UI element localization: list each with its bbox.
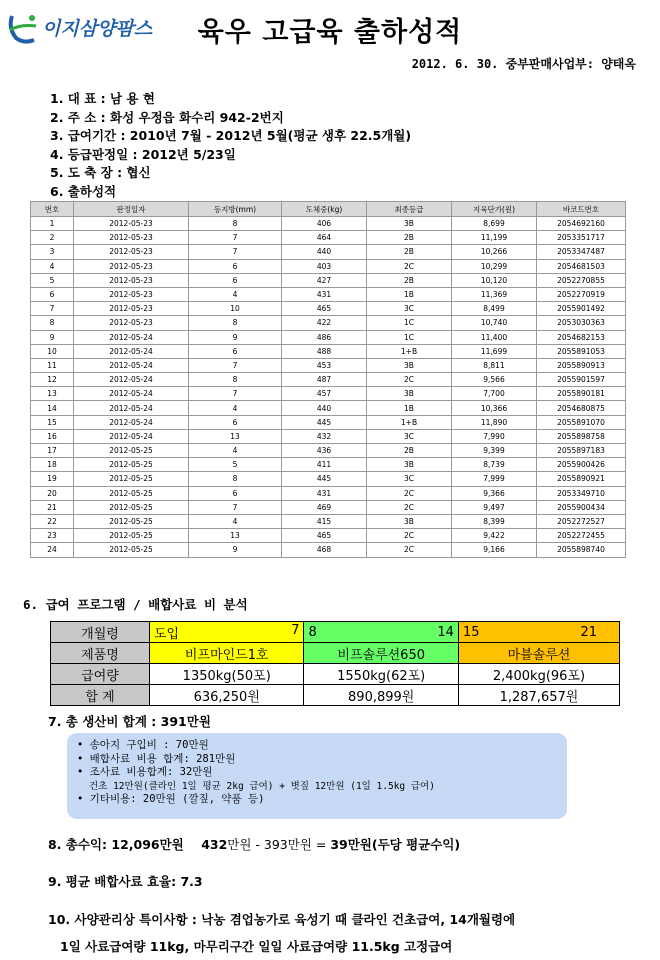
- total-cell: 1,287,657원: [458, 685, 619, 706]
- table-cell: 10,366: [452, 401, 537, 415]
- table-cell: 3B: [367, 358, 452, 372]
- table-cell: 2B: [367, 444, 452, 458]
- table-cell: 2012-05-24: [74, 415, 189, 429]
- table-row: [31, 401, 626, 415]
- table-cell: 11,400: [452, 330, 537, 344]
- page-title: 육우 고급육 출하성적: [197, 17, 463, 48]
- table-cell: 487: [282, 373, 367, 387]
- table-cell: 440: [282, 245, 367, 259]
- month-start: 15: [462, 624, 480, 640]
- table-cell: 13: [31, 387, 74, 401]
- table-cell: 469: [282, 500, 367, 514]
- farm-info: [50, 90, 411, 201]
- table-row: [31, 529, 626, 543]
- table-cell: 2054692160: [537, 217, 626, 231]
- table-cell: 2055898740: [537, 543, 626, 557]
- table-cell: 2052272527: [537, 514, 626, 528]
- table-cell: 2012-05-23: [74, 316, 189, 330]
- table-cell: 2054682153: [537, 330, 626, 344]
- table-row: [31, 287, 626, 301]
- table-cell: 8,499: [452, 302, 537, 316]
- table-cell: 3B: [367, 458, 452, 472]
- table-cell: 8,699: [452, 217, 537, 231]
- table-cell: 2012-05-25: [74, 514, 189, 528]
- table-cell: 465: [282, 529, 367, 543]
- cost-item: • 배합사료 비용 합계: 281만원: [77, 753, 567, 767]
- amount-cell: 1550kg(62포): [304, 664, 458, 685]
- section-8-revenue: [48, 835, 460, 853]
- table-cell: 2055901492: [537, 302, 626, 316]
- table-cell: 11,199: [452, 231, 537, 245]
- table-cell: 2053030363: [537, 316, 626, 330]
- table-cell: 2B: [367, 245, 452, 259]
- table-cell: 5: [189, 458, 282, 472]
- table-cell: 3C: [367, 302, 452, 316]
- table-cell: 8,399: [452, 514, 537, 528]
- table-cell: 427: [282, 273, 367, 287]
- table-cell: 2055897183: [537, 444, 626, 458]
- table-row: [31, 217, 626, 231]
- table-cell: 3B: [367, 217, 452, 231]
- table-cell: 8: [189, 472, 282, 486]
- table-cell: 2C: [367, 543, 452, 557]
- table-cell: 2012-05-24: [74, 344, 189, 358]
- table-cell: 7: [189, 358, 282, 372]
- table-cell: 2012-05-23: [74, 302, 189, 316]
- table-cell: 3B: [367, 514, 452, 528]
- table-cell: 8: [189, 316, 282, 330]
- table-cell: 9,166: [452, 543, 537, 557]
- logo-text: 이지삼양팜스: [42, 17, 153, 40]
- table-cell: 18: [31, 458, 74, 472]
- table-cell: 24: [31, 543, 74, 557]
- row-label: 합 계: [51, 685, 150, 706]
- table-cell: 445: [282, 472, 367, 486]
- table-cell: 2012-05-24: [74, 330, 189, 344]
- info-line: 3. 급여기간 : 2010년 7월 - 2012년 5월(평균 생후 22.5개월): [50, 128, 412, 143]
- table-cell: 11: [31, 358, 74, 372]
- table-cell: 10,299: [452, 259, 537, 273]
- info-line: 1. 대 표 : 남 용 현: [50, 91, 155, 106]
- revenue-b: 39만원(두당 평균수익): [330, 837, 461, 852]
- table-cell: 2012-05-23: [74, 273, 189, 287]
- section-9-efficiency: 9. 평균 배합사료 효율: 7.3: [48, 874, 203, 889]
- table-cell: 403: [282, 259, 367, 273]
- table-cell: 2012-05-24: [74, 387, 189, 401]
- column-header: 도체중(kg): [282, 202, 367, 217]
- table-cell: 7: [189, 245, 282, 259]
- table-cell: 9,422: [452, 529, 537, 543]
- table-cell: 2052272455: [537, 529, 626, 543]
- total-cell: 636,250원: [150, 685, 304, 706]
- table-cell: 4: [189, 287, 282, 301]
- section-6-heading: 6. 급여 프로그램 / 배합사료 비 분석: [23, 597, 248, 612]
- table-cell: 1+B: [367, 344, 452, 358]
- table-row: [31, 444, 626, 458]
- table-cell: 21: [31, 500, 74, 514]
- table-cell: 2012-05-23: [74, 287, 189, 301]
- table-cell: 4: [189, 401, 282, 415]
- table-cell: 2012-05-23: [74, 245, 189, 259]
- notes-line: 1일 사료급여량 11kg, 마무리구간 일일 사료급여량 11.5kg 고정급여: [60, 939, 453, 954]
- table-cell: 3C: [367, 472, 452, 486]
- table-cell: 7: [31, 302, 74, 316]
- table-cell: 2055891070: [537, 415, 626, 429]
- table-cell: 4: [189, 514, 282, 528]
- table-cell: 2055898758: [537, 429, 626, 443]
- cost-item: • 송아지 구입비 : 70만원: [77, 739, 567, 753]
- table-cell: 2055890921: [537, 472, 626, 486]
- table-cell: 406: [282, 217, 367, 231]
- table-cell: 7: [189, 500, 282, 514]
- table-cell: 2012-05-24: [74, 373, 189, 387]
- table-cell: 2C: [367, 373, 452, 387]
- total-cell: 890,899원: [304, 685, 458, 706]
- table-cell: 2055900426: [537, 458, 626, 472]
- cost-item: • 기타비용: 20만원 (깔짚, 약품 등): [77, 793, 567, 807]
- table-cell: 432: [282, 429, 367, 443]
- month-range-cell: [150, 622, 304, 643]
- table-row: [31, 458, 626, 472]
- table-cell: 10: [189, 302, 282, 316]
- table-cell: 3B: [367, 387, 452, 401]
- table-row: [31, 302, 626, 316]
- table-cell: 9,566: [452, 373, 537, 387]
- table-cell: 488: [282, 344, 367, 358]
- info-line: 5. 도 축 장 : 협신: [50, 165, 151, 180]
- column-header: 최종등급: [367, 202, 452, 217]
- table-cell: 15: [31, 415, 74, 429]
- table-cell: 464: [282, 231, 367, 245]
- table-cell: 1B: [367, 401, 452, 415]
- revenue-a-unit: 만원 - 393만원 =: [227, 837, 331, 852]
- table-cell: 3: [31, 245, 74, 259]
- table-cell: 2012-05-25: [74, 543, 189, 557]
- table-cell: 6: [189, 344, 282, 358]
- table-row: [31, 344, 626, 358]
- table-cell: 2C: [367, 486, 452, 500]
- section-10-notes: [48, 906, 648, 960]
- table-row: [31, 387, 626, 401]
- table-cell: 7,990: [452, 429, 537, 443]
- table-cell: 2012-05-25: [74, 500, 189, 514]
- table-cell: 2B: [367, 273, 452, 287]
- table-cell: 6: [31, 287, 74, 301]
- table-cell: 2C: [367, 500, 452, 514]
- table-cell: 2012-05-24: [74, 429, 189, 443]
- table-row: [31, 472, 626, 486]
- revenue-lead: 8. 총수익: 12,096만원: [48, 837, 184, 852]
- table-cell: 7,999: [452, 472, 537, 486]
- table-row: [31, 316, 626, 330]
- table-row: [31, 415, 626, 429]
- month-start: 도입: [154, 626, 180, 642]
- table-cell: 2C: [367, 259, 452, 273]
- revenue-a: 432: [201, 837, 228, 852]
- feed-program-table: [50, 621, 620, 706]
- table-cell: 9,399: [452, 444, 537, 458]
- table-cell: 9: [31, 330, 74, 344]
- table-cell: 4: [31, 259, 74, 273]
- table-cell: 1C: [367, 316, 452, 330]
- table-cell: 8: [189, 373, 282, 387]
- table-cell: 10,120: [452, 273, 537, 287]
- table-row: [31, 231, 626, 245]
- table-cell: 5: [31, 273, 74, 287]
- table-cell: 2055891053: [537, 344, 626, 358]
- table-cell: 8: [31, 316, 74, 330]
- product-cell: 마블솔루션: [458, 643, 619, 664]
- table-cell: 453: [282, 358, 367, 372]
- feed-row-amounts: [51, 664, 620, 685]
- table-row: [31, 273, 626, 287]
- table-cell: 2055901597: [537, 373, 626, 387]
- table-cell: 12: [31, 373, 74, 387]
- table-cell: 1: [31, 217, 74, 231]
- row-label: 제품명: [51, 643, 150, 664]
- table-cell: 16: [31, 429, 74, 443]
- table-cell: 7,700: [452, 387, 537, 401]
- table-cell: 23: [31, 529, 74, 543]
- table-cell: 2C: [367, 529, 452, 543]
- table-cell: 2055890181: [537, 387, 626, 401]
- table-cell: 9,366: [452, 486, 537, 500]
- table-row: [31, 500, 626, 514]
- column-header: 번호: [31, 202, 74, 217]
- column-header: 바코드번호: [537, 202, 626, 217]
- column-header: 지육단가(원): [452, 202, 537, 217]
- month-range-cell: [304, 622, 458, 643]
- month-end: 14: [437, 624, 454, 640]
- table-cell: 422: [282, 316, 367, 330]
- table-row: [31, 259, 626, 273]
- table-cell: 415: [282, 514, 367, 528]
- month-start: 8: [308, 624, 317, 640]
- table-cell: 2012-05-25: [74, 472, 189, 486]
- product-cell: 비프솔루션650: [304, 643, 458, 664]
- table-cell: 465: [282, 302, 367, 316]
- column-header: 판정일자: [74, 202, 189, 217]
- table-row: [31, 373, 626, 387]
- table-cell: 2012-05-23: [74, 231, 189, 245]
- table-cell: 11,369: [452, 287, 537, 301]
- table-cell: 10: [31, 344, 74, 358]
- feed-row-products: [51, 643, 620, 664]
- table-cell: 2012-05-23: [74, 259, 189, 273]
- table-cell: 440: [282, 401, 367, 415]
- table-cell: 2054680875: [537, 401, 626, 415]
- table-cell: 6: [189, 259, 282, 273]
- table-cell: 8,739: [452, 458, 537, 472]
- table-cell: 2052270855: [537, 273, 626, 287]
- table-cell: 2012-05-25: [74, 444, 189, 458]
- table-cell: 10,740: [452, 316, 537, 330]
- table-cell: 6: [189, 415, 282, 429]
- table-row: [31, 514, 626, 528]
- table-cell: 1C: [367, 330, 452, 344]
- table-cell: 445: [282, 415, 367, 429]
- table-cell: 486: [282, 330, 367, 344]
- table-cell: 2053349710: [537, 486, 626, 500]
- row-label: 급여량: [51, 664, 150, 685]
- amount-cell: 2,400kg(96포): [458, 664, 619, 685]
- table-cell: 411: [282, 458, 367, 472]
- table-cell: 13: [189, 429, 282, 443]
- table-cell: 2012-05-25: [74, 486, 189, 500]
- month-end: 7: [291, 622, 300, 638]
- table-cell: 1B: [367, 287, 452, 301]
- table-cell: 2012-05-25: [74, 529, 189, 543]
- table-cell: 7: [189, 387, 282, 401]
- info-line: 4. 등급판정일 : 2012년 5/23일: [50, 146, 236, 162]
- table-cell: 1+B: [367, 415, 452, 429]
- table-cell: 436: [282, 444, 367, 458]
- table-header-row: [31, 202, 626, 217]
- table-cell: 2012-05-23: [74, 217, 189, 231]
- table-cell: 2: [31, 231, 74, 245]
- section-7-heading: 7. 총 생산비 합계 : 391만원: [48, 714, 211, 729]
- table-cell: 2012-05-24: [74, 358, 189, 372]
- table-row: [31, 429, 626, 443]
- table-cell: 10,266: [452, 245, 537, 259]
- row-label: 개월령: [51, 622, 150, 643]
- cost-breakdown-box: [67, 733, 567, 819]
- month-range-cell: [458, 622, 619, 643]
- notes-line: 10. 사양관리상 특이사항 : 낙농 겸업농가로 육성기 때 클라인 건초급여, 14개월령에: [48, 912, 516, 927]
- table-cell: 2012-05-24: [74, 401, 189, 415]
- column-header: 등지방(mm): [189, 202, 282, 217]
- table-cell: 457: [282, 387, 367, 401]
- shipment-table: [30, 201, 626, 558]
- table-cell: 2054681503: [537, 259, 626, 273]
- month-end: 21: [580, 624, 597, 640]
- info-line: 6. 출하성적: [50, 183, 117, 199]
- product-cell: 비프마인드1호: [150, 643, 304, 664]
- table-cell: 7: [189, 231, 282, 245]
- table-row: [31, 358, 626, 372]
- table-cell: 2B: [367, 231, 452, 245]
- table-cell: 431: [282, 287, 367, 301]
- table-cell: 6: [189, 486, 282, 500]
- table-row: [31, 486, 626, 500]
- table-cell: 468: [282, 543, 367, 557]
- table-cell: 2053351717: [537, 231, 626, 245]
- table-cell: 2055900434: [537, 500, 626, 514]
- table-cell: 22: [31, 514, 74, 528]
- info-line: 2. 주 소 : 화성 우정읍 화수리 942-2번지: [50, 109, 284, 125]
- table-cell: 2012-05-25: [74, 458, 189, 472]
- table-cell: 6: [189, 273, 282, 287]
- table-row: [31, 543, 626, 557]
- table-cell: 2055890913: [537, 358, 626, 372]
- table-cell: 2052270919: [537, 287, 626, 301]
- table-cell: 9,497: [452, 500, 537, 514]
- amount-cell: 1350kg(50포): [150, 664, 304, 685]
- table-cell: 17: [31, 444, 74, 458]
- table-cell: 14: [31, 401, 74, 415]
- table-cell: 13: [189, 529, 282, 543]
- table-cell: 9: [189, 543, 282, 557]
- date-author-line: 2012. 6. 30. 중부판매사업부: 양태옥: [411, 57, 636, 71]
- table-cell: 4: [189, 444, 282, 458]
- table-cell: 11,890: [452, 415, 537, 429]
- table-cell: 19: [31, 472, 74, 486]
- table-cell: 431: [282, 486, 367, 500]
- table-cell: 8,811: [452, 358, 537, 372]
- table-cell: 8: [189, 217, 282, 231]
- feed-row-months: [51, 622, 620, 643]
- shipment-table-body: [31, 217, 626, 558]
- table-cell: 11,699: [452, 344, 537, 358]
- cost-sub-item: 건초 12만원(클라인 1일 평균 2kg 급여) + 볏짚 12만원 (1일 1.5kg 급여): [89, 780, 435, 792]
- table-row: [31, 330, 626, 344]
- table-cell: 9: [189, 330, 282, 344]
- table-cell: 2053347487: [537, 245, 626, 259]
- table-cell: 20: [31, 486, 74, 500]
- table-cell: 3C: [367, 429, 452, 443]
- cost-item: • 조사료 비용합계: 32만원: [77, 766, 567, 780]
- feed-row-totals: [51, 685, 620, 706]
- table-row: [31, 245, 626, 259]
